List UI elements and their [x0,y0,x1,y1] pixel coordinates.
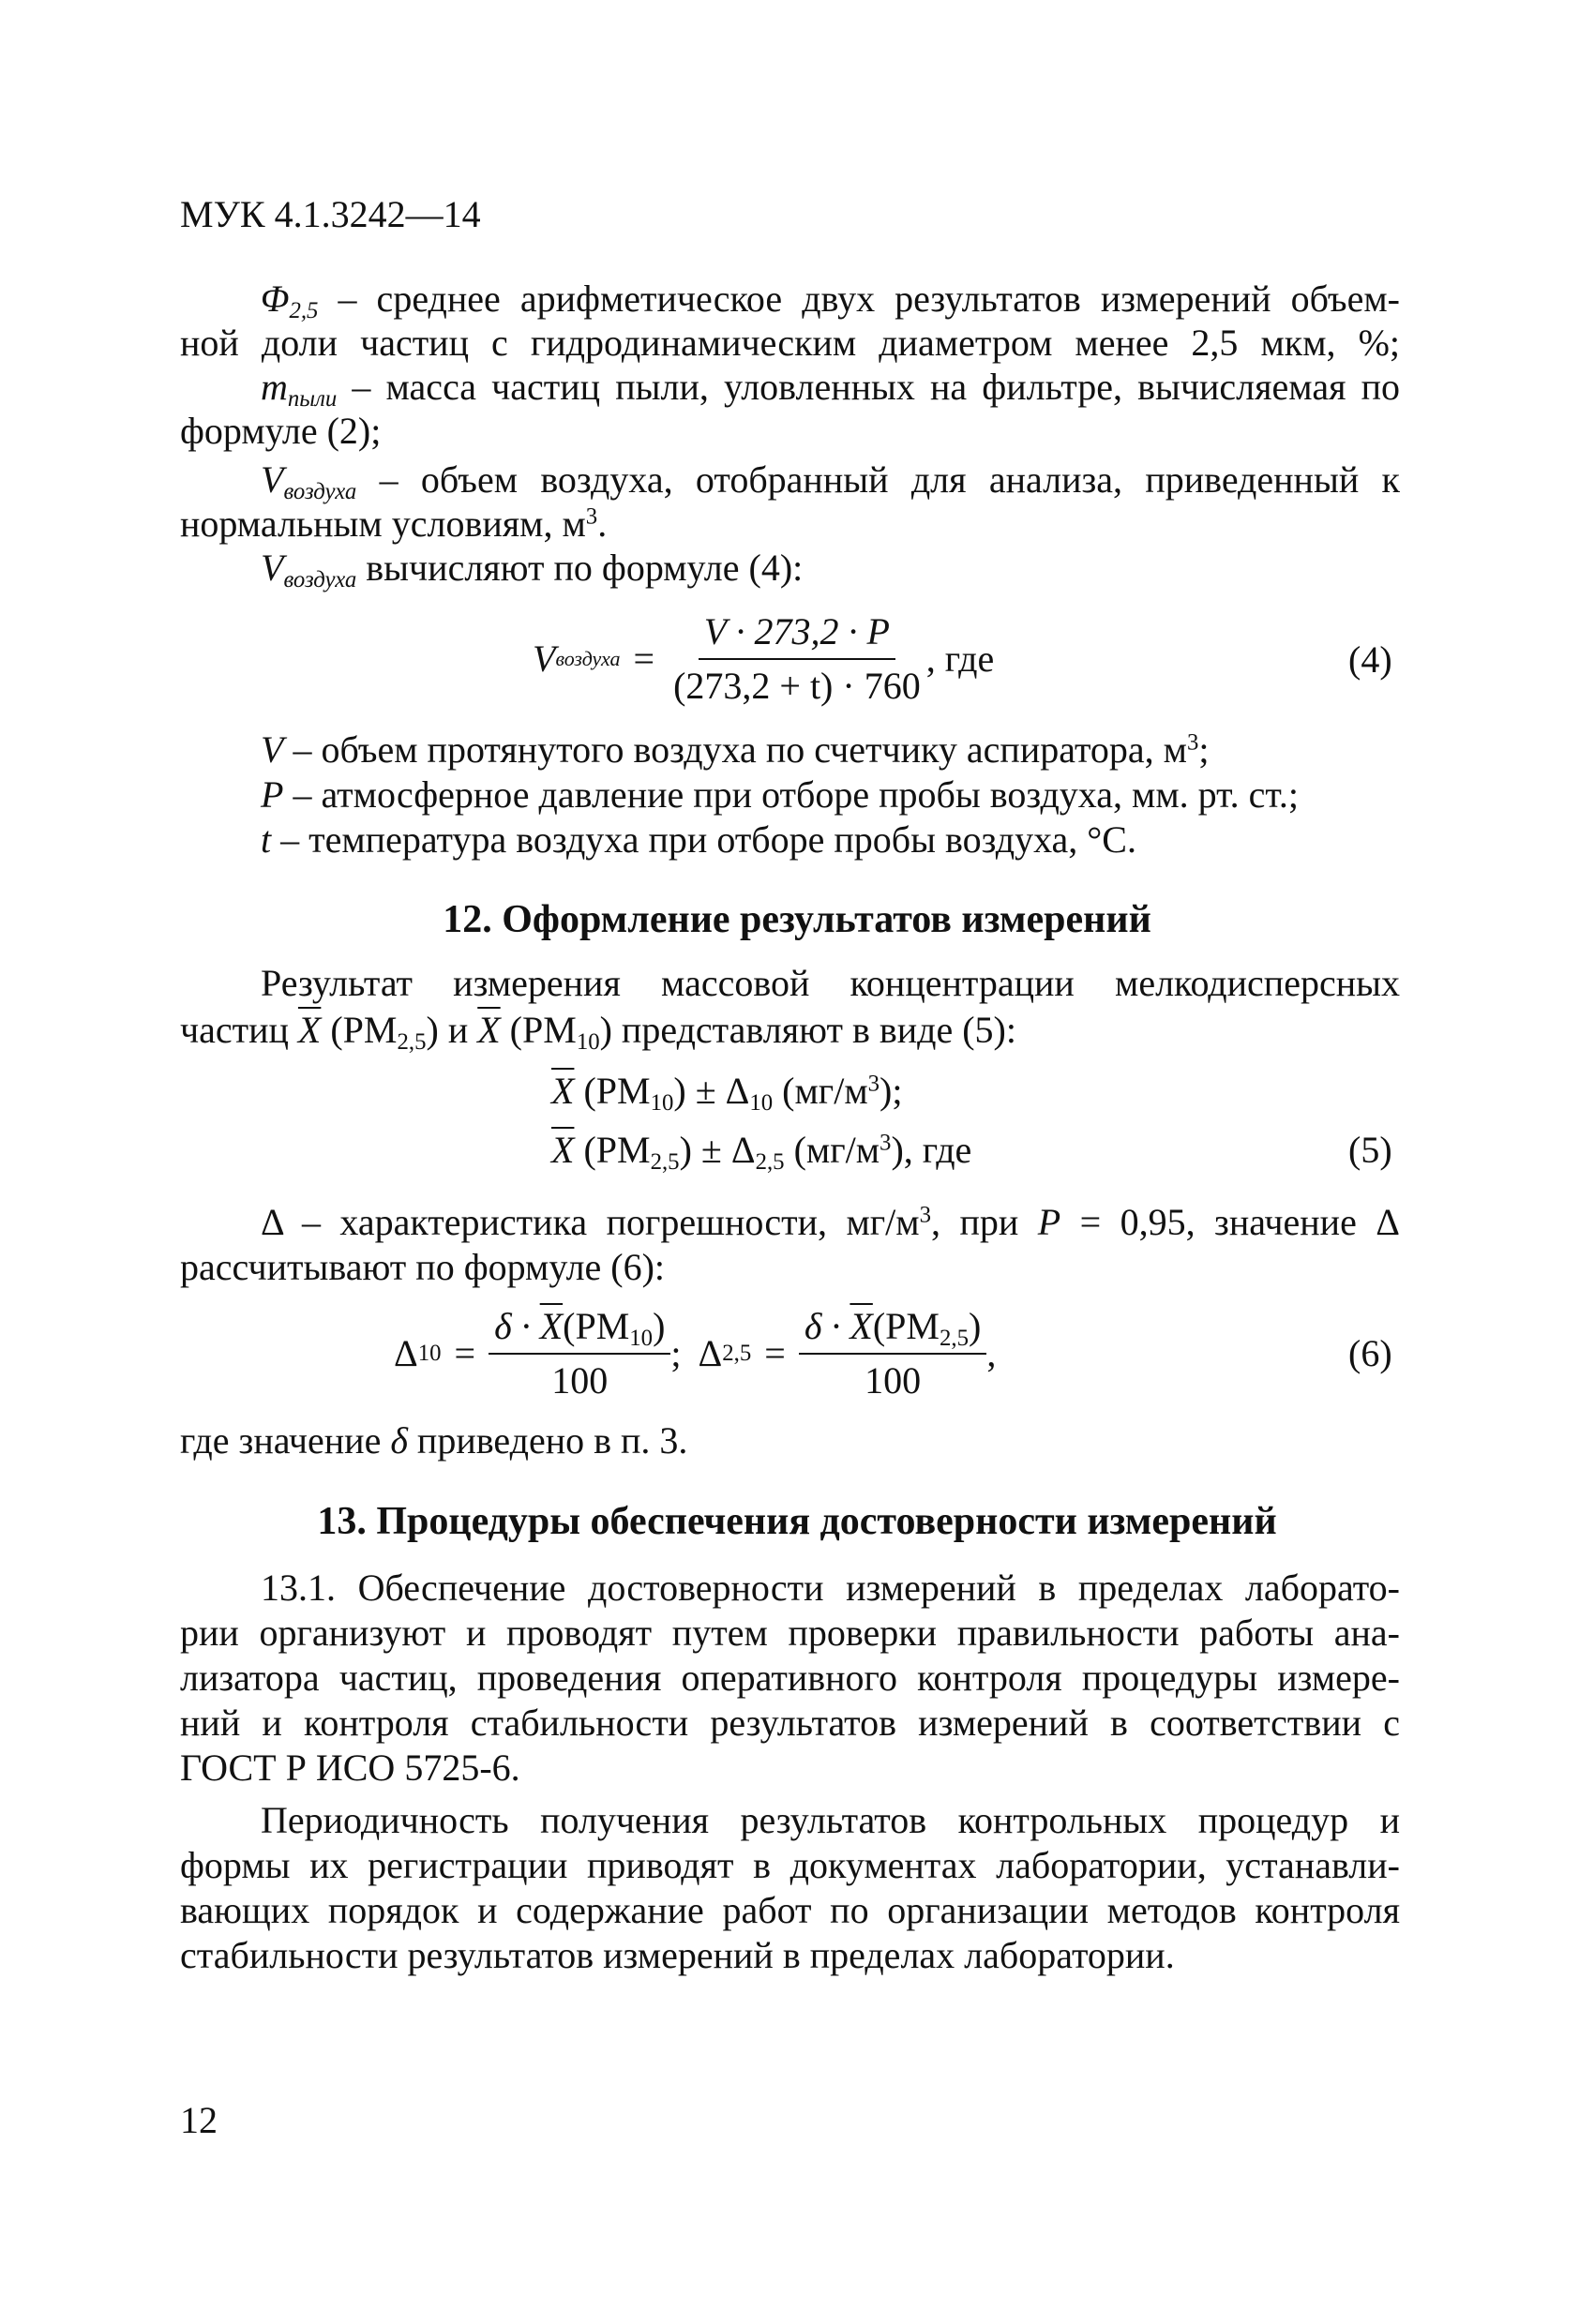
f6-tail: , [986,1332,997,1374]
calc-text: вычисляют по формуле (4): [356,547,804,589]
f6-num1-sub: 10 [629,1325,654,1351]
f5-line2 [551,1128,971,1173]
f5-line1 [551,1069,902,1114]
f5-l1-sup: 3 [867,1071,880,1097]
s12-p2-p: P [1037,1201,1061,1243]
vair-sup: 3 [585,503,598,530]
page-number: 12 [180,2099,218,2141]
f5-l1-a: (PM [574,1070,651,1112]
s12-p1-line1 [261,961,1400,1006]
var-v-sup: 3 [1186,729,1199,756]
f5-l2-sup: 3 [880,1130,892,1156]
definition-phi-line2 [180,321,1400,366]
f5-l1-c: (мг/м [773,1070,868,1112]
s12-p1-d: (PM [500,1009,577,1051]
f4-equals: = [633,637,655,680]
f5-l2-c: (мг/м [784,1129,880,1171]
s13-p2-line4 [180,1933,1175,1978]
f5-l1-dsub: 10 [749,1089,774,1116]
var-v-text: – объем протянутого воздуха по счетчику аспиратора, м [283,728,1187,771]
calc-symbol: V [261,547,284,589]
var-v-line [261,727,1210,772]
mass-text-1: – масса частиц пыли, уловленных на фильтре, вычисляемая по [337,366,1400,408]
f6-num2-xbar: $\overline{X}$ [850,1305,873,1347]
f6-fraction-1 [489,1304,670,1403]
after6-b: приведено в п. 3. [407,1419,688,1462]
f6-number: (6) [1348,1332,1392,1374]
f6-num1-prefix: δ · [494,1305,540,1347]
after-formula-6 [180,1418,687,1463]
f5-l2-dsub: 2,5 [755,1148,785,1175]
f5-l1-sub: 10 [650,1089,674,1116]
s12-p1-c: ) и [426,1009,478,1051]
s13-p1-l5: ГОСТ Р ИСО 5725-6. [180,1747,520,1789]
mass-text-2: формуле (2); [180,410,382,452]
f4-tail: , где [925,637,995,680]
definition-vair-line1 [261,457,1400,502]
s13-p1-l1: 13.1. Обеспечение достоверности измерений в пределах лаборато- [261,1567,1400,1609]
f5-xbar-2: $\overline{X}$ [551,1129,575,1171]
f6-num1-xbar: $\overline{X}$ [539,1305,564,1347]
s12-p1-line2 [180,1008,1016,1053]
s12-p2-b: , при [931,1201,1038,1243]
after6-a: где значение [180,1419,391,1462]
s12-p1-a: частиц [180,1009,298,1051]
calc-intro [261,546,803,591]
s12-p2-c: = 0,95, значение Δ [1060,1201,1401,1243]
s13-p2-l2: формы их регистрации приводят в документах лаборатории, устанавли- [180,1844,1400,1886]
vair-text-2: нормальным условиям, м [180,502,586,545]
f6-num1-close: ) [653,1305,666,1347]
xbar-2: $\overline{X}$ [477,1009,501,1051]
mass-sub: пыли [287,385,338,412]
definition-phi-line1 [261,277,1400,322]
section-13-title: 13. Процедуры обеспечения достоверности измерений [317,1500,1277,1543]
s13-p2-l1: Периодичность получения результатов контрольных процедур и [261,1799,1400,1841]
s13-p1-line2 [180,1611,1400,1656]
vair-sub: воздуха [283,478,357,504]
section-12-title: 12. Оформление результатов измерений [443,898,1151,941]
s12-p1-b: (PM [321,1009,398,1051]
calc-sub: воздуха [283,566,357,592]
mass-symbol: m [261,366,288,408]
after6-delta: δ [390,1419,408,1462]
s12-p2-sup: 3 [919,1202,932,1228]
f6-num1-pm: (PM [563,1305,630,1347]
sub-25-a: 2,5 [397,1028,427,1055]
s13-p1-line5 [180,1746,520,1791]
sub-10-a: 10 [576,1028,600,1055]
formula-4: V воздуха = $\frac{V \cdot 273,2 \cdot P}{(273,2 + t) \cdot 760}$ , где [533,610,995,707]
f5-number: (5) [1348,1129,1392,1171]
var-t-symbol: t [261,818,272,861]
f5-l2-sub: 2,5 [650,1148,680,1175]
var-p-symbol: P [261,773,284,816]
f4-numerator: V · 273,2 · P [699,609,895,660]
f6-sep: ; [670,1332,682,1374]
f6-num2-prefix: δ · [804,1305,850,1347]
f6-num2-pm: (PM [872,1305,940,1347]
f6-delta-2: Δ [698,1332,723,1374]
phi-text-2: ной доли частиц с гидродинамическим диаметром менее 2,5 мкм, %; [180,322,1400,364]
f6-equals-2: = [764,1332,786,1374]
s13-p2-l4: стабильности результатов измерений в пределах лаборатории. [180,1934,1175,1976]
s12-p1-e: ) представляют в виде (5): [599,1009,1016,1051]
phi-sub: 2,5 [289,297,319,323]
f5-l2-a: (PM [574,1129,651,1171]
s13-p2-line1 [261,1798,1400,1843]
f6-den-2: 100 [865,1359,922,1402]
xbar-1: $\overline{X}$ [297,1009,322,1051]
s13-p2-line2 [180,1843,1400,1888]
var-p-line [261,772,1299,817]
vair-text-1: – объем воздуха, отобранный для анализа, приведенный к [356,458,1400,501]
f4-number: (4) [1348,638,1392,681]
definition-vair-line2 [180,502,607,547]
s13-p1-line4 [180,1701,1400,1746]
s13-p2-line3 [180,1888,1400,1933]
formula-6: Δ 10 = $\frac{\delta \cdot \overline{X}(PM_{10})}{100}$ ; Δ 2,5 = $\frac{\delta \cdot \overline{X}(PM_{2,5})}{100}$ , [394,1305,997,1402]
f6-fraction-2 [799,1304,987,1403]
f5-l2-d: ), где [891,1129,972,1171]
definition-mass-line1 [261,365,1400,410]
s13-p1-l4: ний и контроля стабильности результатов измерений в соответствии с [180,1702,1400,1744]
f6-num2-sub: 2,5 [939,1325,969,1351]
f6-num-2 [799,1304,987,1355]
f6-equals-1: = [454,1332,476,1374]
s13-p1-l3: лизатора частиц, проведения оперативного контроля процедуры измере- [180,1657,1400,1699]
var-v-end: ; [1198,728,1210,771]
f5-l2-b: ) ± Δ [679,1129,756,1171]
f5-l1-b: ) ± Δ [673,1070,750,1112]
f5-xbar-1: $\overline{X}$ [551,1070,575,1112]
f4-lhs-symbol: V [533,637,556,680]
f4-fraction [668,609,926,709]
f5-l1-d: ); [880,1070,903,1112]
s13-p1-l2: рии организуют и проводят путем проверки правильности работы ана- [180,1612,1400,1654]
f6-delta-1: Δ [394,1332,418,1374]
vair-symbol: V [261,458,284,501]
s12-p2-line2: рассчитывают по формуле (6): [180,1246,666,1288]
doc-code-header: МУК 4.1.3242—14 [180,193,481,235]
s13-p1-line3 [180,1656,1400,1701]
definition-mass-line2 [180,409,381,454]
vair-end: . [597,502,608,545]
s13-p1-line1 [261,1566,1400,1611]
var-t-line [261,817,1136,862]
var-v-symbol: V [261,728,284,771]
f4-denominator: (273,2 + t) · 760 [673,665,921,707]
s12-p2-line1 [261,1200,1400,1245]
f6-den-1: 100 [551,1359,609,1402]
f6-num-1 [489,1304,670,1355]
var-p-text: – атмосферное давление при отборе пробы воздуха, мм. рт. ст.; [283,773,1299,816]
var-t-text: – температура воздуха при отборе пробы воздуха, °С. [271,818,1136,861]
s13-p2-l3: вающих порядок и содержание работ по организации методов контроля [180,1889,1400,1931]
phi-symbol: Φ [261,277,290,320]
s12-p2-a: Δ – характеристика погрешности, мг/м [261,1201,920,1243]
f6-num2-close: ) [968,1305,982,1347]
phi-text-1: – среднее арифметическое двух результатов измерений объем- [318,277,1400,320]
s12-p1-text1: Результат измерения массовой концентрации мелкодисперсных [261,962,1400,1004]
